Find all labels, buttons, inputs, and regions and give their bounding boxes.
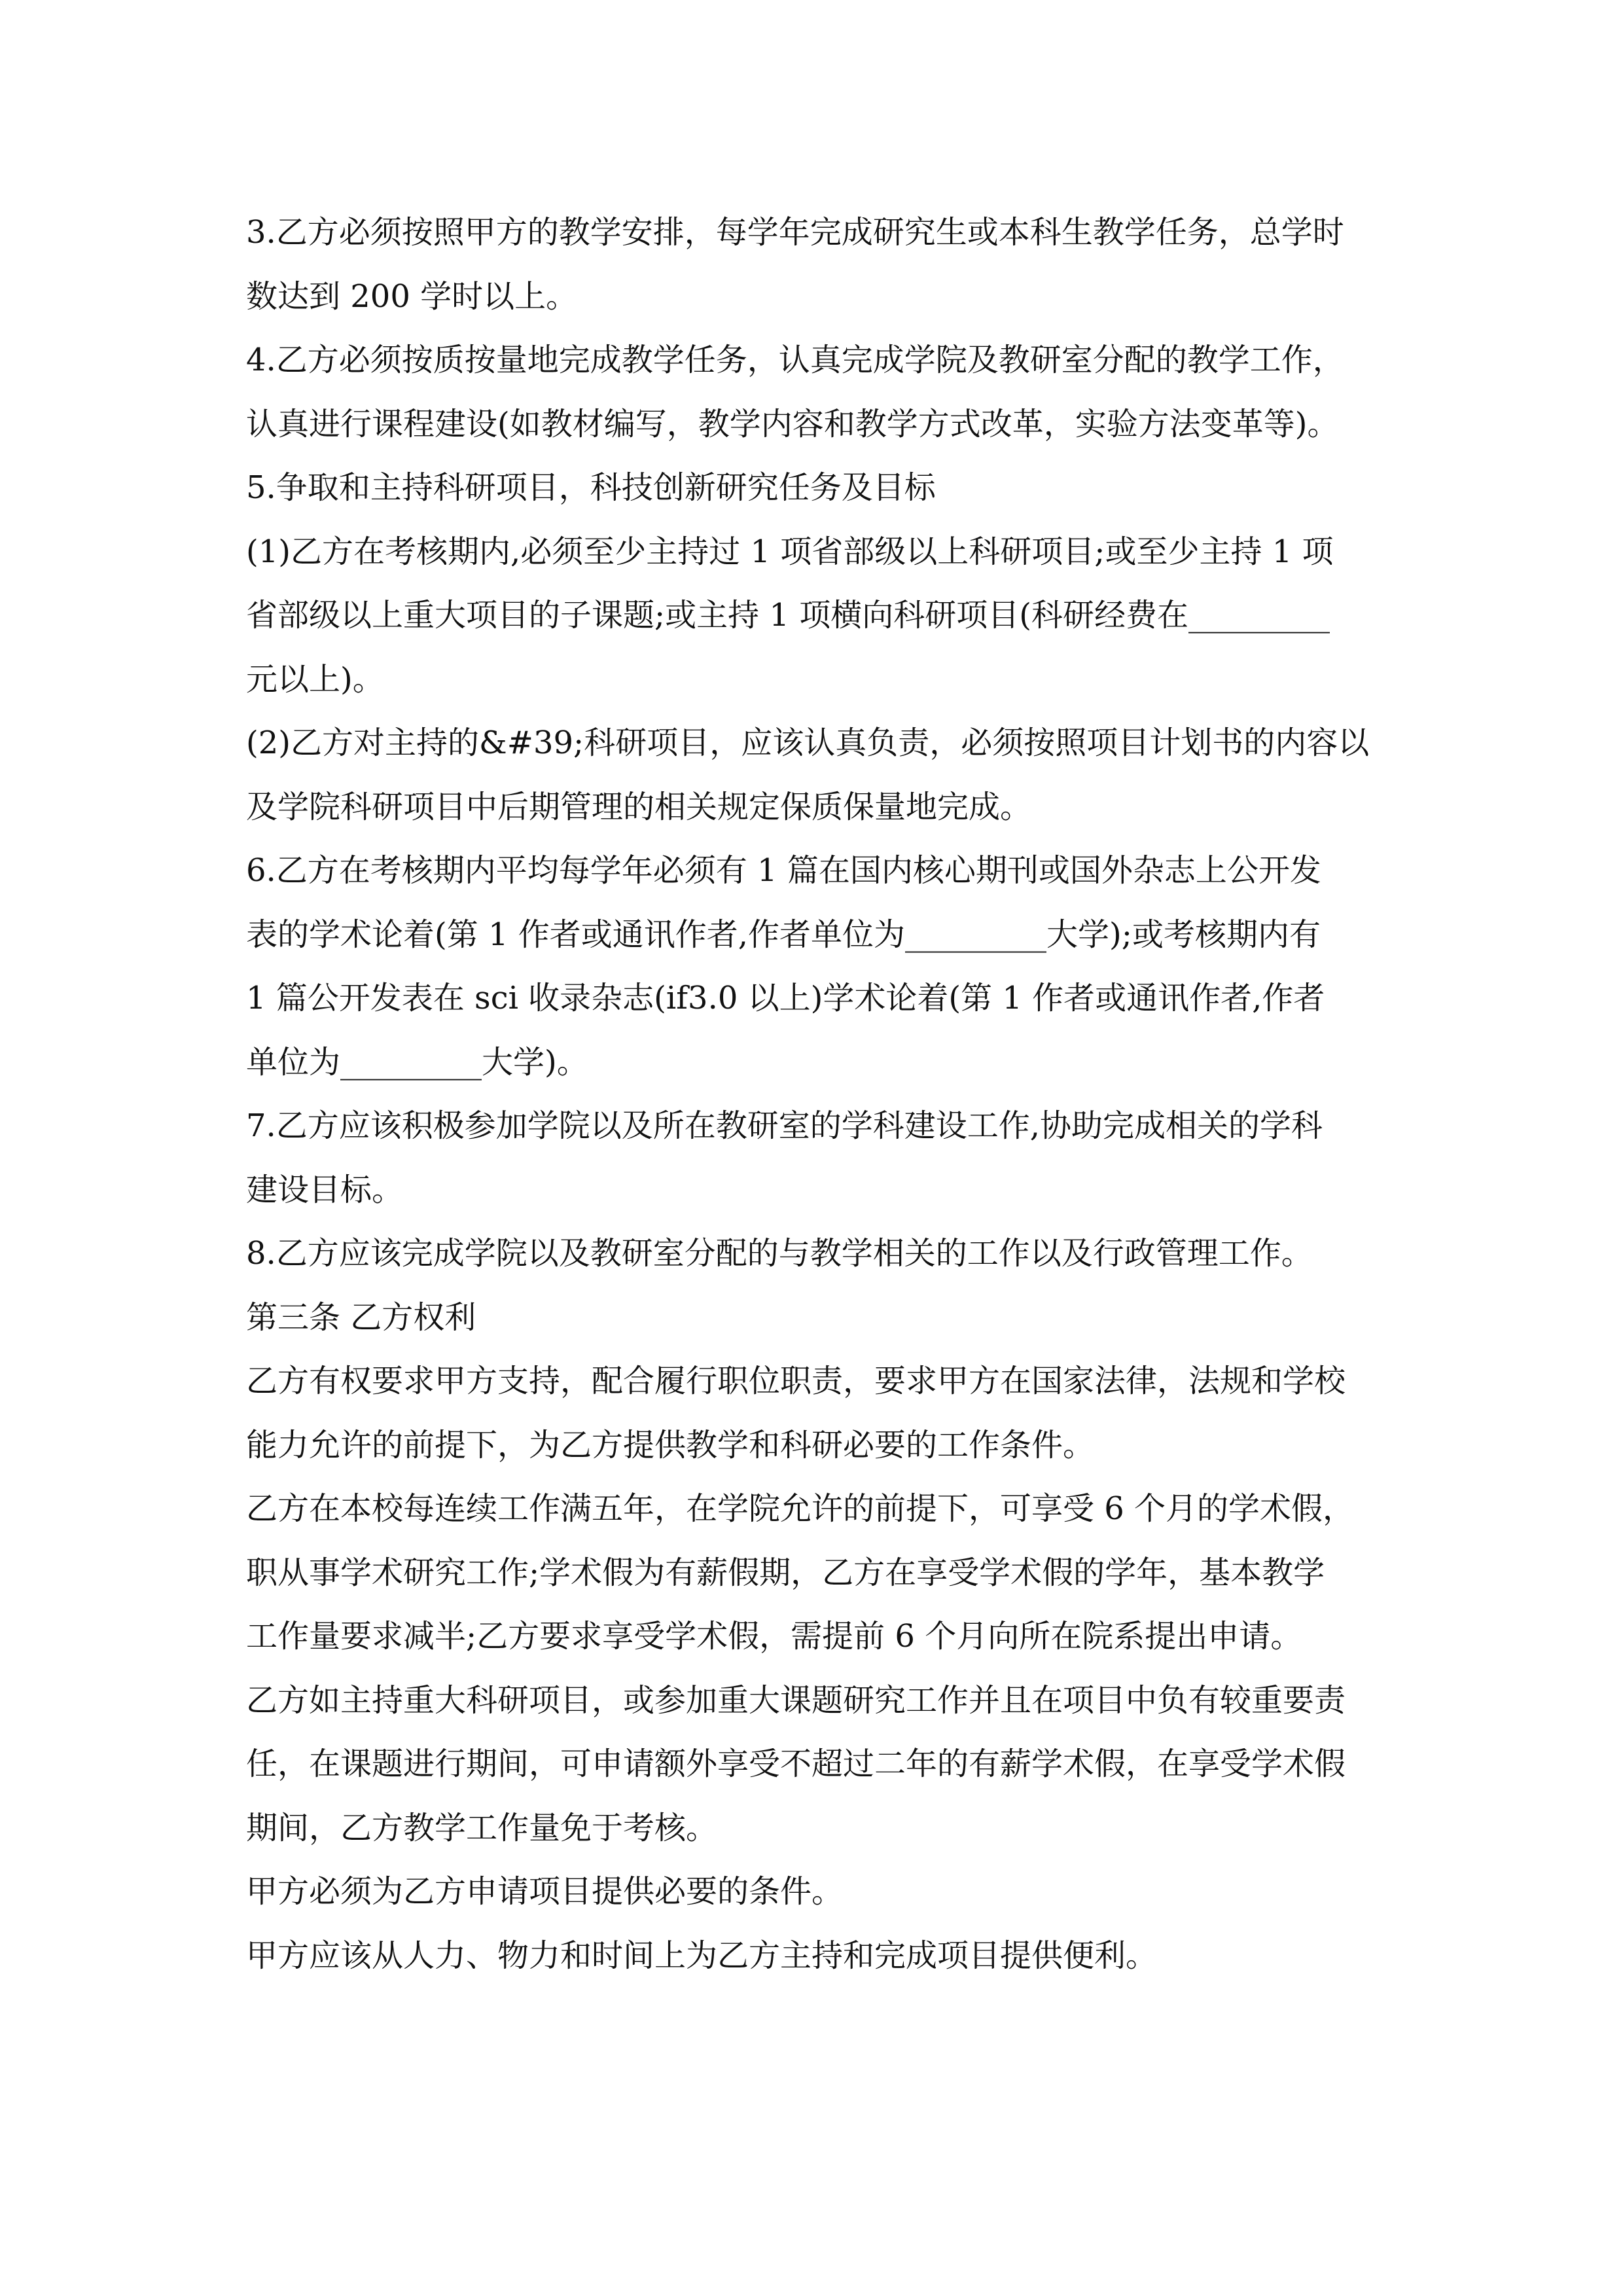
text-line: (1)乙方在考核期内,必须至少主持过 1 项省部级以上科研项目;或至少主持 1 项 — [246, 533, 1334, 570]
text-line: 7.乙方应该积极参加学院以及所在教研室的学科建设工作,协助完成相关的学科 — [246, 1107, 1323, 1144]
document-body — [246, 201, 1385, 1988]
section-heading: 第三条 乙方权利 — [246, 1299, 476, 1336]
text-line: 乙方在本校每连续工作满五年，在学院允许的前提下，可享受 6 个月的学术假， — [246, 1490, 1355, 1527]
text-line: 1 篇公开发表在 sci 收录杂志(if3.0 以上)学术论着(第 1 作者或通讯作者,作者 — [246, 980, 1325, 1016]
text-line: 认真进行课程建设(如教材编写，教学内容和教学方式改革，实验方法变革等)。 — [246, 405, 1339, 442]
text-line: 6.乙方在考核期内平均每学年必须有 1 篇在国内核心期刊或国外杂志上公开发 — [246, 852, 1321, 889]
text-line: 数达到 200 学时以上。 — [246, 278, 578, 315]
text-line: 乙方有权要求甲方支持，配合履行职位职责，要求甲方在国家法律，法规和学校 — [246, 1363, 1346, 1399]
text-line: 4.乙方必须按质按量地完成教学任务，认真完成学院及教研室分配的教学工作， — [246, 342, 1344, 378]
text-line: 及学院科研项目中后期管理的相关规定保质保量地完成。 — [246, 788, 1032, 825]
text-line: 8.乙方应该完成学院以及教研室分配的与教学相关的工作以及行政管理工作。 — [246, 1235, 1313, 1272]
text-line: 3.乙方必须按照甲方的教学安排，每学年完成研究生或本科生教学任务，总学时 — [246, 214, 1344, 251]
text-line: 甲方应该从人力、物力和时间上为乙方主持和完成项目提供便利。 — [246, 1937, 1158, 1974]
text-line: 甲方必须为乙方申请项目提供必要的条件。 — [246, 1873, 844, 1910]
text-line: 单位为_________大学)。 — [246, 1043, 588, 1081]
text-line: 元以上)。 — [246, 660, 384, 698]
text-line: 工作量要求减半;乙方要求享受学术假，需提前 6 个月向所在院系提出申请。 — [246, 1618, 1302, 1655]
text-line: 期间，乙方教学工作量免于考核。 — [246, 1809, 718, 1846]
text-line: 职从事学术研究工作;学术假为有薪假期，乙方在享受学术假的学年，基本教学 — [246, 1554, 1325, 1591]
text-line: (2)乙方对主持的&#39;科研项目，应该认真负责，必须按照项目计划书的内容以 — [246, 725, 1370, 761]
text-line: 5.争取和主持科研项目，科技创新研究任务及目标 — [246, 469, 936, 506]
text-line: 任，在课题进行期间，可申请额外享受不超过二年的有薪学术假，在享受学术假 — [246, 1746, 1346, 1782]
text-line: 表的学术论着(第 1 作者或通讯作者,作者单位为_________大学);或考核期内有 — [246, 916, 1321, 953]
text-line: 能力允许的前提下，为乙方提供教学和科研必要的工作条件。 — [246, 1426, 1095, 1463]
text-line: 建设目标。 — [246, 1171, 404, 1208]
text-line: 乙方如主持重大科研项目，或参加重大课题研究工作并且在项目中负有较重要责 — [246, 1681, 1346, 1719]
text-line: 省部级以上重大项目的子课题;或主持 1 项横向科研项目(科研经费在_________ — [246, 597, 1330, 634]
